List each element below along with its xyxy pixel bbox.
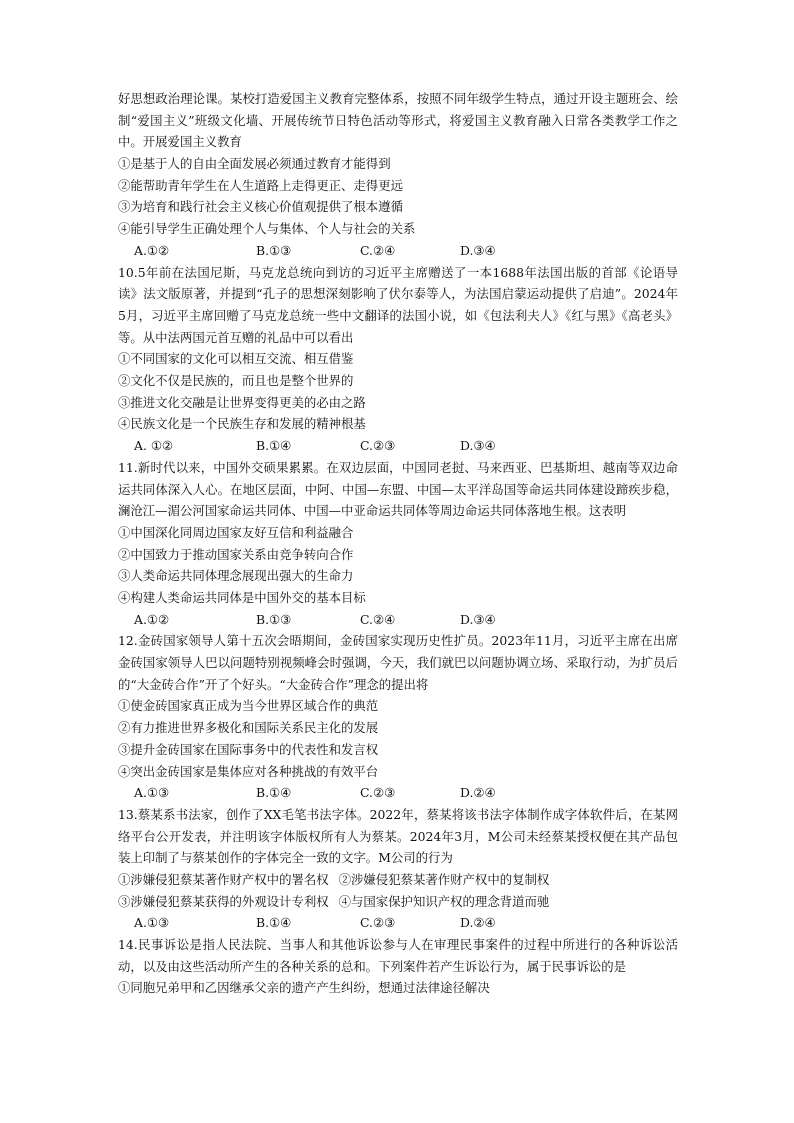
exam-page — [118, 88, 678, 999]
question-14-item-1: ①同胞兄弟甲和乙因继承父亲的遗产产生纠纷，想通过法律途径解决 — [118, 980, 490, 996]
option-c[interactable]: C.②④ — [360, 242, 396, 258]
question-11-item-4: ④构建人类命运共同体是中国外交的基本目标 — [118, 589, 366, 605]
question-14-stem: 14.民事诉讼是指人民法院、当事人和其他诉讼参与人在审理民事案件的过程中所进行的各种诉讼活动，以及由这些活动所产生的各种关系的总和。下列案件若产生诉讼行为，属于民事诉讼的是 — [118, 937, 678, 974]
question-13-options — [118, 912, 678, 934]
question-12-item-4: ④突出金砖国家是集体应对各种挑战的有效平台 — [118, 763, 379, 779]
option-d[interactable]: D.②④ — [460, 915, 496, 931]
option-a[interactable]: A.①② — [134, 242, 170, 258]
question-10-item-1: ①不同国家的文化可以相互交流、相互借鉴 — [118, 351, 354, 367]
option-b[interactable]: B.①③ — [256, 611, 292, 627]
question-9-item-1: ①是基于人的自由全面发展必须通过教育才能得到 — [118, 156, 391, 172]
question-13-item-1: ①涉嫌侵犯蔡某著作财产权中的署名权 — [118, 872, 329, 887]
question-12-item-1: ①使金砖国家真正成为当今世界区域合作的典范 — [118, 698, 379, 714]
question-10-stem: 10.5年前在法国尼斯，马克龙总统向到访的习近平主席赠送了一本1688年法国出版的首部《论语导读》法文版原著，并提到“孔子的思想深刻影响了伏尔泰等人，为法国启蒙运动提供了启迪”。2024年5月，习近平主席回赠了马克龙总统一些中文翻译的法国小说，如《包法利夫人》《红与黑》《高老头》等。从中法两国元首互赠的礼品中可以看出 — [118, 264, 678, 345]
option-d[interactable]: D.③④ — [460, 438, 496, 454]
question-10-item-2: ②文化不仅是民族的，而且也是整个世界的 — [118, 373, 354, 389]
question-9-item-2: ②能帮助青年学生在人生道路上走得更正、走得更远 — [118, 177, 403, 193]
question-9-item-4: ④能引导学生正确处理个人与集体、个人与社会的关系 — [118, 221, 416, 237]
option-b[interactable]: B.①③ — [256, 242, 292, 258]
question-10-options — [118, 435, 678, 457]
question-9-item-3: ③为培育和践行社会主义核心价值观提供了根本遵循 — [118, 199, 403, 215]
question-13-item-3: ③涉嫌侵犯蔡某获得的外观设计专利权 — [118, 893, 329, 909]
option-b[interactable]: B.①④ — [256, 915, 292, 931]
option-d[interactable]: D.②④ — [460, 785, 496, 801]
option-b[interactable]: B.①④ — [256, 438, 292, 454]
question-13-item-2: ②涉嫌侵犯蔡某著作财产权中的复制权 — [338, 872, 550, 887]
option-a[interactable]: A.①② — [134, 611, 170, 627]
question-12-item-2: ②有力推进世界多极化和国际关系民主化的发展 — [118, 720, 379, 736]
question-10-item-4: ④民族文化是一个民族生存和发展的精神根基 — [118, 416, 366, 432]
question-11-stem: 11.新时代以来，中国外交硕果累累。在双边层面，中国同老挝、马来西亚、巴基斯坦、越南等双边命运共同体深入人心。在地区层面，中阿、中国—东盟、中国—太平洋岛国等命运共同体建设蹄疾步稳，澜沧江—湄公河国家命运共同体、中国—中亚命运共同体等周边命运共同体落地生根。这表明 — [118, 459, 678, 519]
option-d[interactable]: D.③④ — [460, 242, 496, 258]
question-12-item-3: ③提升金砖国家在国际事务中的代表性和发言权 — [118, 741, 379, 757]
question-13-items-row-1 — [118, 869, 678, 891]
question-13-stem: 13.蔡某系书法家，创作了XX毛笔书法字体。2022年，蔡某将该书法字体制作成字体软件后，在某网络平台公开发表，并注明该字体版权所有人为蔡某。2024年3月，M公司未经蔡某授权便在其产品包装上印制了与蔡某创作的字体完全一致的文字。M公司的行为 — [118, 806, 678, 866]
question-11-item-3: ③人类命运共同体理念展现出强大的生命力 — [118, 568, 354, 584]
option-c[interactable]: C.②③ — [360, 915, 396, 931]
question-9-options — [118, 240, 678, 262]
question-10-item-3: ③推进文化交融是让世界变得更美的必由之路 — [118, 394, 366, 410]
question-11-item-2: ②中国致力于推动国家关系由竞争转向合作 — [118, 546, 354, 562]
option-c[interactable]: C.②③ — [360, 438, 396, 454]
option-a[interactable]: A. ①② — [134, 438, 174, 454]
question-11-options — [118, 609, 678, 631]
option-d[interactable]: D.③④ — [460, 611, 496, 627]
question-9-stem: 好思想政治理论课。某校打造爱国主义教育完整体系，按照不同年级学生特点，通过开设主题班会、绘制“爱国主义”班级文化墙、开展传统节日特色活动等形式，将爱国主义教育融入日常各类教学工作之中。开展爱国主义教育 — [118, 91, 678, 150]
question-13-items-row-2 — [118, 891, 678, 913]
question-13-item-4: ④与国家保护知识产权的理念背道而驰 — [338, 893, 550, 909]
option-a[interactable]: A.①③ — [134, 915, 170, 931]
option-b[interactable]: B.①④ — [256, 785, 292, 801]
question-11-item-1: ①中国深化同周边国家友好互信和利益融合 — [118, 524, 354, 540]
option-a[interactable]: A.①③ — [134, 785, 170, 801]
question-12-options — [118, 782, 678, 804]
option-c[interactable]: C.②④ — [360, 611, 396, 627]
question-12-stem: 12.金砖国家领导人第十五次会晤期间，金砖国家实现历史性扩员。2023年11月，习近平主席在出席金砖国家领导人巴以问题特别视频峰会时强调，今天，我们就巴以问题协调立场、采取行动，为扩员后的“大金砖合作”开了个好头。“大金砖合作”理念的提出将 — [118, 633, 678, 692]
option-c[interactable]: C.②③ — [360, 785, 396, 801]
